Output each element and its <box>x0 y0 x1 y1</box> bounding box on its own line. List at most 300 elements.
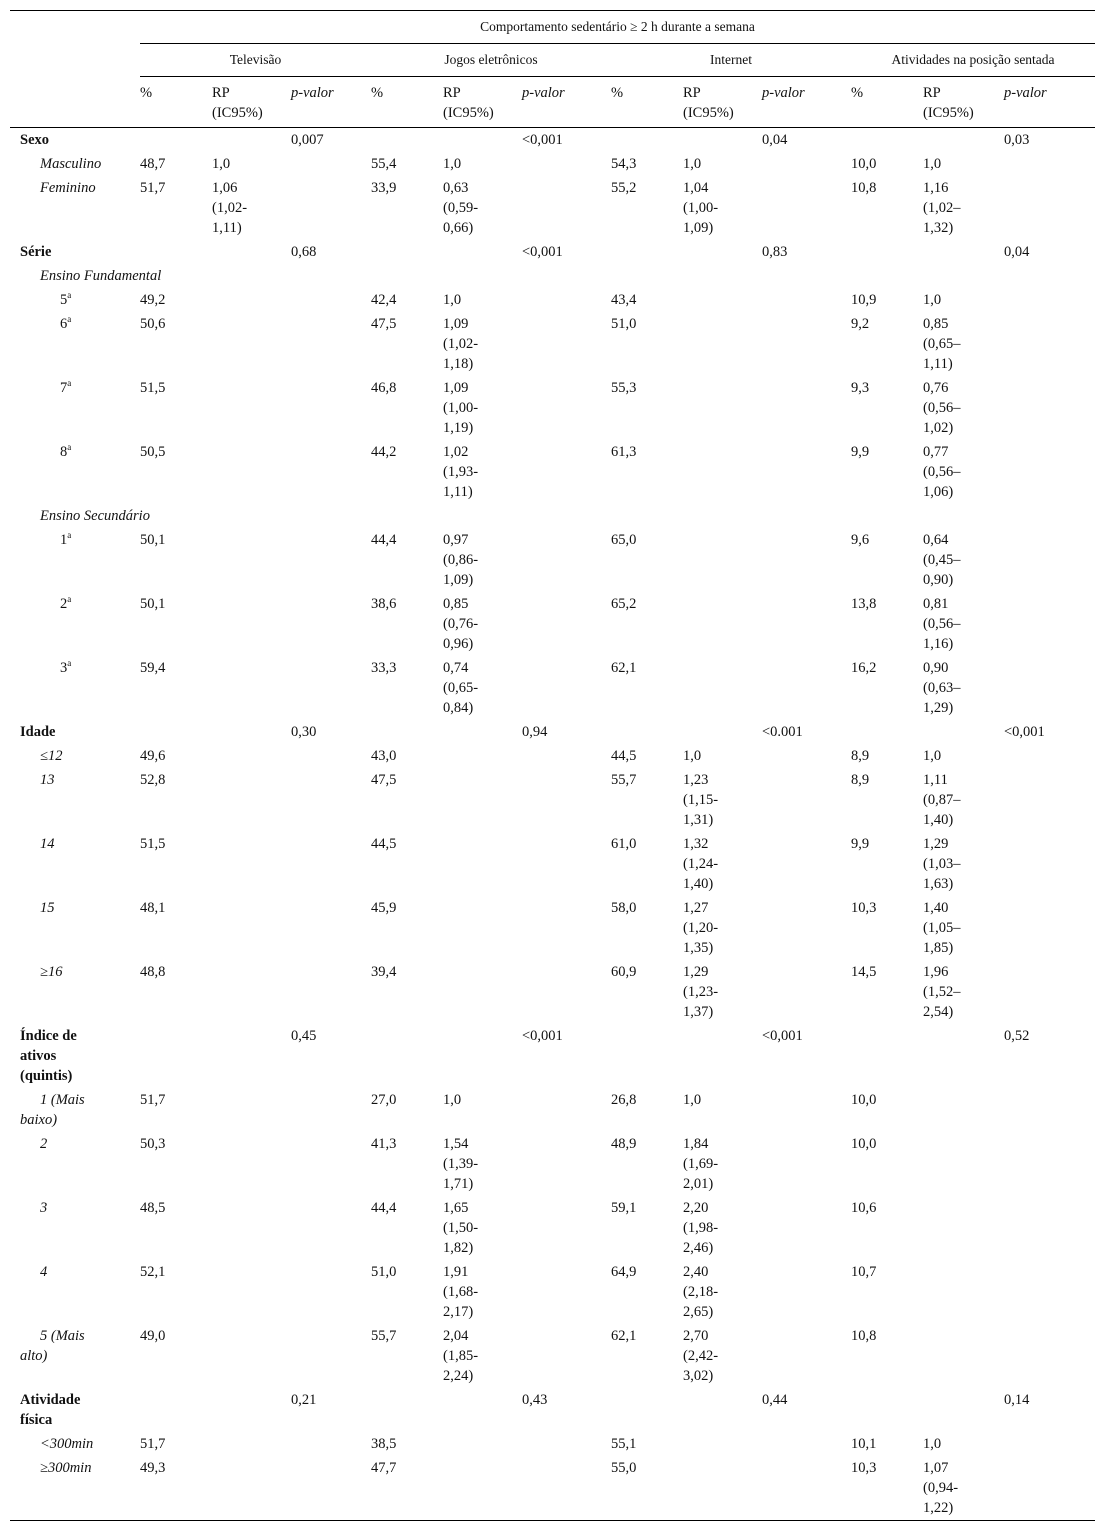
corner-cell <box>10 11 140 44</box>
pct-cell: 55,7 <box>371 1328 397 1344</box>
rp-cell <box>212 1196 291 1260</box>
row-label: Índice de ativos (quintis) <box>20 1028 77 1084</box>
empty-cell <box>140 720 212 744</box>
table-row <box>10 656 1095 720</box>
table-row <box>10 376 1095 440</box>
rp-cell: 0,74 (0,65- 0,84) <box>443 660 479 716</box>
rp-cell: 1,27 (1,20- 1,35) <box>683 900 719 956</box>
p-value-cell: 0,43 <box>522 1392 548 1408</box>
table-title: Comportamento sedentário ≥ 2 h durante a semana <box>480 19 755 34</box>
rp-cell: 1,07 (0,94- 1,22) <box>923 1460 959 1516</box>
row-label: Idade <box>20 724 56 740</box>
row-label: 2$^a$ <box>60 594 72 612</box>
p-value-cell <box>522 1432 611 1456</box>
pct-cell: 61,0 <box>611 836 637 852</box>
pct-cell: 44,5 <box>371 836 397 852</box>
table-row <box>10 1432 1095 1456</box>
rp-cell: 1,09 (1,00- 1,19) <box>443 380 479 436</box>
pct-cell: 59,4 <box>140 660 166 676</box>
p-value-cell <box>291 1088 371 1132</box>
pct-cell: 51,7 <box>140 1436 166 1452</box>
pct-cell: 9,3 <box>851 380 870 396</box>
p-value-cell <box>1004 592 1095 656</box>
p-value-cell <box>1004 744 1095 768</box>
pct-cell: 27,0 <box>371 1092 397 1108</box>
group-header-tv: Televisão <box>140 44 371 77</box>
empty-cell <box>371 1024 443 1088</box>
rp-cell: 1,04 (1,00- 1,09) <box>683 180 719 236</box>
p-value-cell: <0,001 <box>522 1028 563 1044</box>
pct-cell: 65,0 <box>611 532 637 548</box>
empty-cell <box>923 720 1004 744</box>
subheader-pval: p-valor <box>1004 77 1095 128</box>
p-value-cell <box>1004 176 1095 240</box>
empty-cell <box>140 128 212 153</box>
rp-cell <box>683 1432 762 1456</box>
row-label: 3 <box>40 1200 48 1216</box>
rp-cell <box>212 312 291 376</box>
subheader-rp: RP (IC95%) <box>212 77 291 128</box>
p-value-cell <box>762 1324 851 1388</box>
rp-cell: 1,0 <box>923 1436 942 1452</box>
row-label: 2 <box>40 1136 48 1152</box>
rp-cell: 1,96 (1,52– 2,54) <box>923 964 961 1020</box>
pct-cell: 59,1 <box>611 1200 637 1216</box>
pct-cell: 51,5 <box>140 380 166 396</box>
pct-cell: 9,9 <box>851 444 870 460</box>
p-value-cell <box>762 896 851 960</box>
rp-cell: 1,11 (0,87– 1,40) <box>923 772 961 828</box>
table-row <box>10 592 1095 656</box>
p-value-cell <box>522 1088 611 1132</box>
row-label: Ensino Fundamental <box>40 268 162 284</box>
pct-cell: 38,6 <box>371 596 397 612</box>
rp-cell: 1,29 (1,23- 1,37) <box>683 964 719 1020</box>
table-row <box>10 768 1095 832</box>
empty-cell <box>443 1388 522 1432</box>
pct-cell: 48,7 <box>140 156 166 172</box>
rp-cell: 1,0 <box>683 1092 702 1108</box>
empty-cell <box>212 1388 291 1432</box>
p-value-cell <box>1004 656 1095 720</box>
rp-cell: 1,0 <box>212 156 231 172</box>
table-row <box>10 896 1095 960</box>
rp-cell: 1,0 <box>443 156 462 172</box>
p-value-cell: 0,04 <box>762 132 788 148</box>
pct-cell: 55,2 <box>611 180 637 196</box>
p-value-cell <box>762 528 851 592</box>
empty-cell <box>371 720 443 744</box>
p-value-cell <box>291 1196 371 1260</box>
pct-cell: 62,1 <box>611 660 637 676</box>
p-value-cell <box>762 376 851 440</box>
table-row <box>10 832 1095 896</box>
p-value-cell <box>522 592 611 656</box>
rp-cell <box>683 592 762 656</box>
row-label: 6$^a$ <box>60 314 72 332</box>
pct-cell: 14,5 <box>851 964 877 980</box>
p-value-cell <box>522 440 611 504</box>
rp-cell <box>212 768 291 832</box>
row-label: Série <box>20 244 52 260</box>
p-value-cell <box>291 1132 371 1196</box>
rp-cell <box>212 960 291 1024</box>
p-value-cell <box>291 1260 371 1324</box>
row-label: Sexo <box>20 132 49 148</box>
p-value-cell <box>1004 832 1095 896</box>
rp-cell: 2,70 (2,42- 3,02) <box>683 1328 719 1384</box>
rp-cell <box>683 656 762 720</box>
rp-cell: 0,97 (0,86- 1,09) <box>443 532 479 588</box>
p-value-cell: 0,52 <box>1004 1028 1030 1044</box>
pct-cell: 10,7 <box>851 1264 877 1280</box>
pct-cell: 46,8 <box>371 380 397 396</box>
p-value-cell <box>522 768 611 832</box>
row-label: ≥300min <box>40 1460 92 1476</box>
p-value-cell: 0,14 <box>1004 1392 1030 1408</box>
pct-cell: 51,5 <box>140 836 166 852</box>
p-value-cell <box>522 376 611 440</box>
rp-cell <box>212 1432 291 1456</box>
pct-cell: 49,0 <box>140 1328 166 1344</box>
rp-cell <box>443 832 522 896</box>
row-label: 8$^a$ <box>60 442 72 460</box>
row-label: 1$^a$ <box>60 530 72 548</box>
pct-cell: 38,5 <box>371 1436 397 1452</box>
p-value-cell <box>522 1132 611 1196</box>
p-value-cell <box>522 312 611 376</box>
empty-cell <box>851 128 923 153</box>
pct-cell: 50,6 <box>140 316 166 332</box>
rp-cell: 1,29 (1,03– 1,63) <box>923 836 961 892</box>
rp-cell: 0,64 (0,45– 0,90) <box>923 532 961 588</box>
p-value-cell <box>1004 768 1095 832</box>
pct-cell: 51,7 <box>140 180 166 196</box>
subheader-pct: % <box>851 77 923 128</box>
p-value-cell <box>762 744 851 768</box>
p-value-cell <box>522 288 611 312</box>
p-value-cell <box>1004 312 1095 376</box>
rp-cell: 1,09 (1,02- 1,18) <box>443 316 479 372</box>
pct-cell: 44,5 <box>611 748 637 764</box>
p-value-cell <box>1004 1432 1095 1456</box>
rp-cell: 1,0 <box>683 156 702 172</box>
rp-cell <box>212 376 291 440</box>
p-value-cell <box>762 1456 851 1521</box>
p-value-cell: <0,001 <box>1004 724 1045 740</box>
row-label: 7$^a$ <box>60 378 72 396</box>
empty-cell <box>371 1388 443 1432</box>
table-row <box>10 528 1095 592</box>
row-label: 4 <box>40 1264 48 1280</box>
pct-cell: 50,3 <box>140 1136 166 1152</box>
pct-cell: 55,0 <box>611 1460 637 1476</box>
rp-cell <box>212 1260 291 1324</box>
pct-cell: 64,9 <box>611 1264 637 1280</box>
row-label: ≤12 <box>40 748 63 764</box>
table-row <box>10 1260 1095 1324</box>
rp-cell <box>683 1456 762 1521</box>
empty-cell <box>212 1024 291 1088</box>
empty-cell <box>371 240 443 264</box>
table-row <box>10 1456 1095 1521</box>
rp-cell <box>212 744 291 768</box>
rp-cell: 0,90 (0,63– 1,29) <box>923 660 961 716</box>
row-label: 3$^a$ <box>60 658 72 676</box>
rp-cell <box>212 288 291 312</box>
rp-cell: 1,32 (1,24- 1,40) <box>683 836 719 892</box>
pct-cell: 10,3 <box>851 1460 877 1476</box>
p-value-cell <box>1004 1088 1095 1132</box>
empty-cell <box>923 1024 1004 1088</box>
row-label: Masculino <box>40 156 102 172</box>
p-value-cell <box>522 528 611 592</box>
pct-cell: 58,0 <box>611 900 637 916</box>
rp-cell: 1,54 (1,39- 1,71) <box>443 1136 479 1192</box>
table-row <box>10 128 1095 153</box>
empty-cell <box>683 1388 762 1432</box>
rp-cell <box>443 768 522 832</box>
table-row <box>10 1132 1095 1196</box>
p-value-cell <box>762 312 851 376</box>
pct-cell: 13,8 <box>851 596 877 612</box>
p-value-cell <box>1004 440 1095 504</box>
p-value-cell <box>291 288 371 312</box>
pct-cell: 51,0 <box>611 316 637 332</box>
rp-cell <box>923 1132 1004 1196</box>
p-value-cell <box>1004 1196 1095 1260</box>
row-label: Atividade física <box>20 1392 81 1428</box>
empty-cell <box>851 720 923 744</box>
empty-cell <box>212 240 291 264</box>
pct-cell: 41,3 <box>371 1136 397 1152</box>
p-value-cell: <0,001 <box>762 1028 803 1044</box>
pct-cell: 9,2 <box>851 316 870 332</box>
pct-cell: 62,1 <box>611 1328 637 1344</box>
rp-cell <box>212 1456 291 1521</box>
pct-cell: 10,6 <box>851 1200 877 1216</box>
p-value-cell <box>291 744 371 768</box>
p-value-cell <box>762 656 851 720</box>
empty-cell <box>443 240 522 264</box>
rp-cell: 1,0 <box>443 1092 462 1108</box>
p-value-cell <box>762 960 851 1024</box>
rp-cell: 0,63 (0,59- 0,66) <box>443 180 479 236</box>
rp-cell <box>212 896 291 960</box>
pct-cell: 10,3 <box>851 900 877 916</box>
rp-cell: 0,85 (0,65– 1,11) <box>923 316 961 372</box>
pct-cell: 47,5 <box>371 316 397 332</box>
p-value-cell: 0,04 <box>1004 244 1030 260</box>
empty-cell <box>683 240 762 264</box>
pct-cell: 48,8 <box>140 964 166 980</box>
pct-cell: 47,5 <box>371 772 397 788</box>
pct-cell: 42,4 <box>371 292 397 308</box>
table-row <box>10 504 1095 528</box>
rp-cell: 0,77 (0,56– 1,06) <box>923 444 961 500</box>
pct-cell: 61,3 <box>611 444 637 460</box>
rp-cell <box>923 1088 1004 1132</box>
subheader-rp: RP (IC95%) <box>683 77 762 128</box>
subheader-pval: p-valor <box>291 77 371 128</box>
p-value-cell: 0,03 <box>1004 132 1030 148</box>
p-value-cell: 0,21 <box>291 1392 317 1408</box>
pct-cell: 50,1 <box>140 532 166 548</box>
p-value-cell <box>291 832 371 896</box>
pct-cell: 16,2 <box>851 660 877 676</box>
subheader-rp: RP (IC95%) <box>443 77 522 128</box>
row-label: <300min <box>40 1436 94 1452</box>
pct-cell: 55,7 <box>611 772 637 788</box>
rp-cell: 0,85 (0,76- 0,96) <box>443 596 479 652</box>
table-row <box>10 176 1095 240</box>
pct-cell: 49,3 <box>140 1460 166 1476</box>
p-value-cell <box>1004 376 1095 440</box>
group-header-internet: Internet <box>611 44 851 77</box>
row-label: Feminino <box>40 180 96 196</box>
p-value-cell <box>1004 1456 1095 1521</box>
pct-cell: 10,0 <box>851 1092 877 1108</box>
pct-cell: 48,1 <box>140 900 166 916</box>
row-label: 15 <box>40 900 55 916</box>
empty-cell <box>140 1388 212 1432</box>
pct-cell: 55,3 <box>611 380 637 396</box>
rp-cell: 1,65 (1,50- 1,82) <box>443 1200 479 1256</box>
rp-cell: 2,20 (1,98- 2,46) <box>683 1200 719 1256</box>
p-value-cell: 0,68 <box>291 244 317 260</box>
subheader-rp: RP (IC95%) <box>923 77 1004 128</box>
pct-cell: 39,4 <box>371 964 397 980</box>
table-row <box>10 744 1095 768</box>
pct-cell: 43,4 <box>611 292 637 308</box>
rp-cell <box>923 1196 1004 1260</box>
rp-cell <box>923 1260 1004 1324</box>
pct-cell: 9,9 <box>851 836 870 852</box>
rp-cell <box>443 1456 522 1521</box>
p-value-cell <box>522 832 611 896</box>
rp-cell: 1,02 (1,93- 1,11) <box>443 444 479 500</box>
p-value-cell <box>762 152 851 176</box>
pct-cell: 10,8 <box>851 180 877 196</box>
p-value-cell <box>522 176 611 240</box>
empty-cell <box>443 1024 522 1088</box>
p-value-cell <box>522 896 611 960</box>
p-value-cell: 0,45 <box>291 1028 317 1044</box>
rp-cell <box>443 896 522 960</box>
pct-cell: 44,4 <box>371 532 397 548</box>
table-row <box>10 288 1095 312</box>
pct-cell: 50,5 <box>140 444 166 460</box>
p-value-cell <box>522 1196 611 1260</box>
table-row <box>10 240 1095 264</box>
p-value-cell: 0,83 <box>762 244 788 260</box>
p-value-cell <box>1004 1260 1095 1324</box>
rp-cell: 1,0 <box>923 156 942 172</box>
p-value-cell <box>1004 1324 1095 1388</box>
rp-cell: 1,0 <box>683 748 702 764</box>
p-value-cell <box>291 176 371 240</box>
table-header <box>10 11 1095 128</box>
pct-cell: 10,0 <box>851 1136 877 1152</box>
subheader-pct: % <box>140 77 212 128</box>
rp-cell <box>923 1324 1004 1388</box>
row-label: 5 (Mais alto) <box>20 1328 85 1364</box>
rp-cell <box>443 744 522 768</box>
rp-cell: 1,84 (1,69- 2,01) <box>683 1136 719 1192</box>
empty-cell <box>923 240 1004 264</box>
p-value-cell <box>762 1088 851 1132</box>
row-label: 1 (Mais baixo) <box>20 1092 85 1128</box>
rp-cell: 0,76 (0,56– 1,02) <box>923 380 961 436</box>
p-value-cell <box>291 768 371 832</box>
pct-cell: 51,0 <box>371 1264 397 1280</box>
group-header-sitting: Atividades na posição sentada <box>851 44 1095 77</box>
pct-cell: 47,7 <box>371 1460 397 1476</box>
subheader-pval: p-valor <box>522 77 611 128</box>
p-value-cell: 0,30 <box>291 724 317 740</box>
p-value-cell <box>522 656 611 720</box>
table-row <box>10 264 1095 288</box>
group-header-games: Jogos eletrônicos <box>371 44 611 77</box>
pct-cell: 10,9 <box>851 292 877 308</box>
p-value-cell <box>291 1324 371 1388</box>
rp-cell <box>683 528 762 592</box>
rp-cell: 1,0 <box>923 292 942 308</box>
pct-cell: 49,2 <box>140 292 166 308</box>
subheader-pct: % <box>371 77 443 128</box>
p-value-cell: <0,001 <box>522 132 563 148</box>
pct-cell: 52,1 <box>140 1264 166 1280</box>
rp-cell: 2,04 (1,85- 2,24) <box>443 1328 479 1384</box>
p-value-cell <box>291 376 371 440</box>
p-value-cell <box>762 1196 851 1260</box>
pct-cell: 48,9 <box>611 1136 637 1152</box>
pct-cell: 49,6 <box>140 748 166 764</box>
p-value-cell <box>762 176 851 240</box>
p-value-cell <box>522 1456 611 1521</box>
p-value-cell <box>1004 288 1095 312</box>
p-value-cell <box>291 528 371 592</box>
empty-cell <box>443 128 522 153</box>
p-value-cell <box>522 1324 611 1388</box>
pct-cell: 9,6 <box>851 532 870 548</box>
p-value-cell <box>762 768 851 832</box>
p-value-cell <box>291 896 371 960</box>
empty-cell <box>683 720 762 744</box>
p-value-cell <box>291 656 371 720</box>
empty-cell <box>851 1024 923 1088</box>
empty-cell <box>611 128 683 153</box>
table-row <box>10 960 1095 1024</box>
p-value-cell <box>762 1260 851 1324</box>
empty-cell <box>212 128 291 153</box>
p-value-cell <box>291 1432 371 1456</box>
pct-cell: 10,1 <box>851 1436 877 1452</box>
p-value-cell <box>1004 960 1095 1024</box>
pct-cell: 51,7 <box>140 1092 166 1108</box>
pct-cell: 10,8 <box>851 1328 877 1344</box>
pct-cell: 43,0 <box>371 748 397 764</box>
pct-cell: 52,8 <box>140 772 166 788</box>
p-value-cell <box>522 960 611 1024</box>
p-value-cell <box>291 960 371 1024</box>
p-value-cell: 0,44 <box>762 1392 788 1408</box>
row-label: Ensino Secundário <box>40 508 150 524</box>
p-value-cell <box>1004 1132 1095 1196</box>
rp-cell <box>683 440 762 504</box>
rp-cell: 1,16 (1,02– 1,32) <box>923 180 961 236</box>
empty-cell <box>923 128 1004 153</box>
